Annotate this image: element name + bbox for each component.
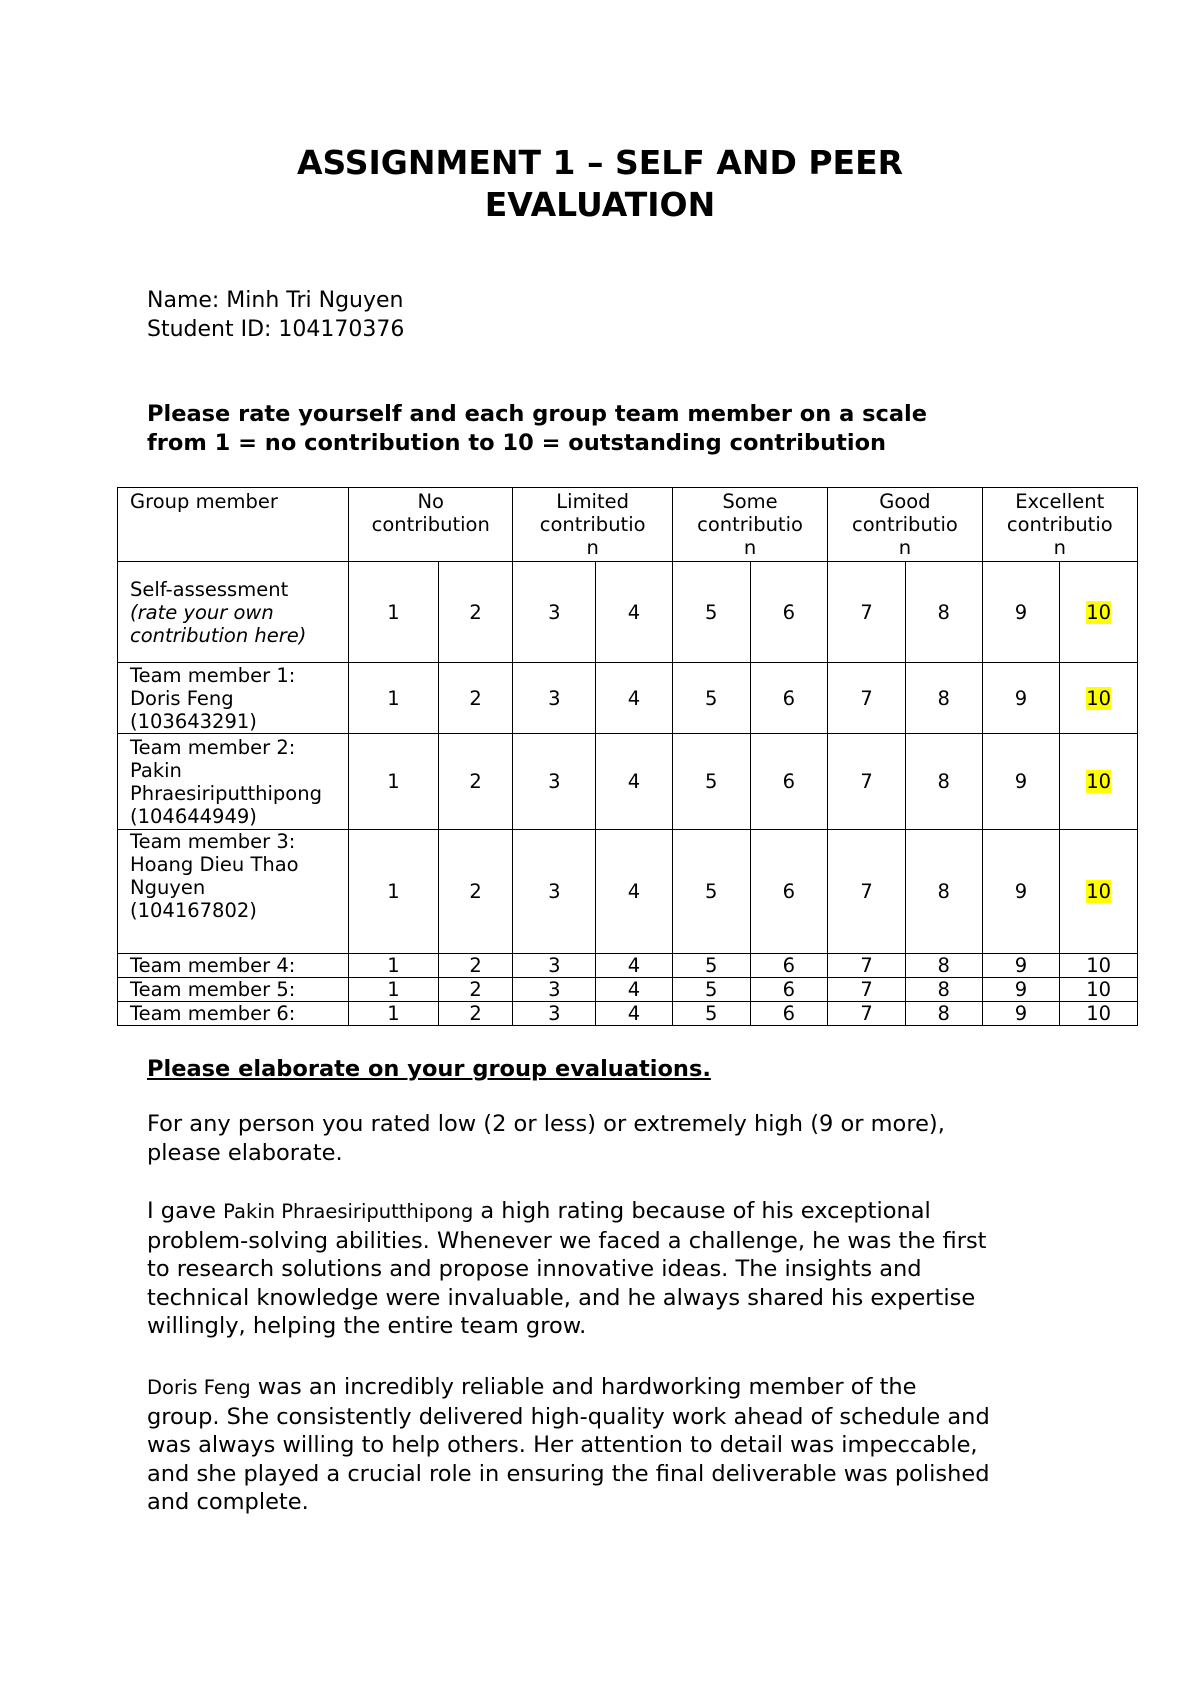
score-value: 7 — [860, 977, 873, 1001]
score-cell — [905, 830, 982, 954]
member-label: Team member 3: Hoang Dieu Thao Nguyen (104167802) — [118, 830, 349, 954]
header-good-contribution: Good contributio n — [828, 488, 982, 562]
score-cell — [1060, 1002, 1138, 1026]
score-cell — [596, 1002, 673, 1026]
score-cell — [672, 1002, 750, 1026]
score-value: 5 — [704, 953, 718, 977]
selected-score: 10 — [1086, 880, 1112, 903]
score-value: 3 — [548, 686, 561, 710]
score-cell — [672, 830, 750, 954]
elaboration-prompt: For any person you rated low (2 or less) or extremely high (9 or more), please elaborate. — [147, 1111, 945, 1166]
score-cell — [596, 954, 673, 978]
score-value: 1 — [387, 1001, 400, 1025]
member-label: Team member 2: Pakin Phraesiriputthipong (104644949) — [118, 734, 349, 830]
score-value: 2 — [469, 770, 482, 793]
score-cell — [438, 1002, 513, 1026]
score-value: 9 — [1014, 1001, 1028, 1025]
rating-instruction — [147, 400, 1047, 458]
header-group-member: Group member — [118, 488, 349, 562]
score-value: 9 — [1014, 600, 1028, 624]
score-value: 3 — [548, 770, 561, 793]
score-cell — [349, 734, 439, 830]
score-cell — [596, 562, 673, 663]
score-value: 2 — [469, 1001, 482, 1025]
member-label: Team member 4: — [118, 954, 349, 978]
score-cell — [982, 954, 1060, 978]
score-value: 1 — [387, 600, 400, 624]
score-value: 8 — [937, 686, 950, 710]
score-cell — [1060, 954, 1138, 978]
score-value: 4 — [627, 600, 641, 624]
selected-score: 10 — [1086, 600, 1112, 624]
score-value: 2 — [469, 977, 482, 1001]
score-cell — [513, 830, 596, 954]
score-value: 4 — [627, 953, 641, 977]
header-some-contribution: Some contributio n — [672, 488, 827, 562]
score-value: 1 — [387, 686, 400, 710]
score-value: 1 — [387, 977, 400, 1001]
score-value: 5 — [704, 1001, 718, 1025]
score-value: 8 — [937, 953, 950, 977]
score-cell — [1060, 978, 1138, 1002]
score-value: 8 — [937, 770, 950, 793]
score-value: 2 — [469, 953, 482, 977]
score-value: 2 — [469, 600, 482, 624]
score-cell — [513, 562, 596, 663]
score-value: 4 — [627, 770, 641, 793]
document-title — [0, 142, 1200, 226]
score-value: 3 — [548, 953, 561, 977]
score-cell — [438, 734, 513, 830]
student-name: Name: Minh Tri Nguyen — [147, 288, 404, 313]
score-cell — [596, 663, 673, 734]
score-cell — [349, 978, 439, 1002]
score-cell — [905, 978, 982, 1002]
score-value: 1 — [387, 953, 400, 977]
score-value: 10 — [1086, 977, 1112, 1001]
score-cell — [349, 1002, 439, 1026]
score-value: 6 — [782, 1001, 796, 1025]
score-value: 9 — [1014, 686, 1028, 710]
score-cell — [750, 663, 828, 734]
score-cell — [750, 734, 828, 830]
score-cell — [438, 562, 513, 663]
instruction-line-1: Please rate yourself and each group team member on a scale — [147, 401, 928, 427]
score-value: 2 — [469, 686, 482, 710]
score-value: 3 — [548, 880, 561, 903]
header-limited-contribution: Limited contributio n — [513, 488, 672, 562]
score-cell — [828, 1002, 906, 1026]
score-value: 9 — [1014, 953, 1028, 977]
elaboration-paragraph-pakin: I gave Pakin Phraesiriputthipong a high rating because of his exceptional problem-solving abilities. Whenever we faced a challenge, he was the first to research solutions and propose innovative ideas. The insights and technical knowledge were invaluable, and he always shared his expertise willingly, helping the entire team grow. — [147, 1198, 987, 1339]
score-value: 5 — [704, 770, 718, 793]
score-cell — [750, 1002, 828, 1026]
score-value: 2 — [469, 880, 482, 903]
score-cell — [982, 830, 1060, 954]
score-cell — [1060, 562, 1138, 663]
score-value: 5 — [704, 686, 718, 710]
score-cell — [750, 830, 828, 954]
score-cell — [828, 562, 906, 663]
score-cell — [672, 954, 750, 978]
score-cell — [438, 954, 513, 978]
member-name-pakin: Pakin Phraesiriputthipong — [223, 1200, 474, 1223]
score-value: 4 — [627, 686, 641, 710]
score-cell — [349, 663, 439, 734]
member-label: Team member 1: Doris Feng (103643291) — [118, 663, 349, 734]
score-value: 8 — [937, 600, 950, 624]
table-row — [118, 562, 1138, 663]
score-value: 6 — [782, 600, 796, 624]
score-value: 9 — [1014, 770, 1028, 793]
score-cell — [828, 734, 906, 830]
table-row — [118, 978, 1138, 1002]
score-value: 8 — [937, 1001, 950, 1025]
elaboration-heading: Please elaborate on your group evaluations. — [147, 1056, 711, 1082]
score-cell — [513, 954, 596, 978]
score-value: 6 — [782, 953, 796, 977]
score-value: 6 — [782, 977, 796, 1001]
score-cell — [513, 1002, 596, 1026]
member-label: Team member 5: — [118, 978, 349, 1002]
score-cell — [828, 954, 906, 978]
score-value: 1 — [387, 880, 400, 903]
score-cell — [828, 830, 906, 954]
selected-score: 10 — [1086, 770, 1112, 793]
score-value: 7 — [860, 1001, 873, 1025]
score-cell — [828, 978, 906, 1002]
rating-table — [117, 487, 1138, 1026]
title-line-1: ASSIGNMENT 1 – SELF AND PEER — [296, 143, 904, 182]
student-id: Student ID: 104170376 — [147, 317, 405, 342]
score-value: 5 — [704, 880, 718, 903]
instruction-line-2: from 1 = no contribution to 10 = outstanding contribution — [147, 430, 887, 456]
score-cell — [513, 663, 596, 734]
score-cell — [982, 734, 1060, 830]
score-value: 7 — [860, 953, 873, 977]
score-cell — [828, 663, 906, 734]
score-cell — [596, 978, 673, 1002]
score-cell — [596, 830, 673, 954]
score-cell — [750, 562, 828, 663]
score-cell — [513, 734, 596, 830]
member-label: Team member 6: — [118, 1002, 349, 1026]
score-value: 6 — [782, 686, 796, 710]
self-assessment-note: (rate your own — [130, 600, 274, 624]
score-cell — [982, 978, 1060, 1002]
table-row — [118, 734, 1138, 830]
score-cell — [349, 954, 439, 978]
score-value: 9 — [1014, 977, 1028, 1001]
score-cell — [672, 663, 750, 734]
title-line-2: EVALUATION — [484, 185, 716, 224]
score-value: 8 — [937, 977, 950, 1001]
score-cell — [672, 978, 750, 1002]
score-cell — [750, 978, 828, 1002]
score-value: 5 — [704, 600, 718, 624]
score-cell — [349, 830, 439, 954]
table-row — [118, 954, 1138, 978]
score-value: 9 — [1014, 880, 1028, 903]
score-cell — [513, 978, 596, 1002]
score-value: 6 — [782, 880, 796, 903]
table-row — [118, 663, 1138, 734]
score-value: 7 — [860, 686, 873, 710]
score-cell — [672, 734, 750, 830]
score-value: 10 — [1086, 1001, 1112, 1025]
score-cell — [905, 734, 982, 830]
score-cell — [438, 978, 513, 1002]
score-cell — [438, 830, 513, 954]
score-cell — [905, 562, 982, 663]
score-cell — [438, 663, 513, 734]
score-value: 5 — [704, 977, 718, 1001]
score-cell — [905, 954, 982, 978]
score-value: 7 — [860, 600, 873, 624]
score-value: 3 — [548, 600, 561, 624]
header-excellent-contribution: Excellent contributio n — [982, 488, 1137, 562]
table-row — [118, 830, 1138, 954]
score-value: 4 — [627, 880, 641, 903]
score-value: 4 — [627, 977, 641, 1001]
score-value: 1 — [387, 770, 400, 793]
member-name-doris: Doris Feng — [147, 1376, 251, 1399]
score-cell — [596, 734, 673, 830]
score-value: 3 — [548, 977, 561, 1001]
score-value: 6 — [782, 770, 796, 793]
score-value: 7 — [860, 880, 873, 903]
score-cell — [750, 954, 828, 978]
score-value: 7 — [860, 770, 873, 793]
member-label: Self-assessment (rate your own contribution here) — [118, 562, 349, 663]
score-cell — [1060, 663, 1138, 734]
table-row — [118, 1002, 1138, 1026]
score-value: 4 — [627, 1001, 641, 1025]
score-value: 10 — [1086, 953, 1112, 977]
score-cell — [1060, 734, 1138, 830]
score-cell — [905, 1002, 982, 1026]
self-assessment-note: contribution here) — [130, 623, 307, 647]
score-cell — [982, 663, 1060, 734]
score-cell — [982, 1002, 1060, 1026]
score-value: 8 — [937, 880, 950, 903]
header-no-contribution: No contribution — [349, 488, 513, 562]
elaboration-paragraph-doris: Doris Feng was an incredibly reliable and hardworking member of the group. She consistently delivered high-quality work ahead of schedule and was always willing to help others. Her attention to detail was impeccable, and she played a crucial role in ensuring the final deliverable was polished and complete. — [147, 1374, 990, 1515]
score-cell — [349, 562, 439, 663]
score-cell — [1060, 830, 1138, 954]
selected-score: 10 — [1086, 686, 1112, 710]
score-cell — [905, 663, 982, 734]
score-cell — [672, 562, 750, 663]
score-value: 3 — [548, 1001, 561, 1025]
score-cell — [982, 562, 1060, 663]
student-info — [147, 286, 404, 344]
table-header-row — [118, 488, 1138, 562]
